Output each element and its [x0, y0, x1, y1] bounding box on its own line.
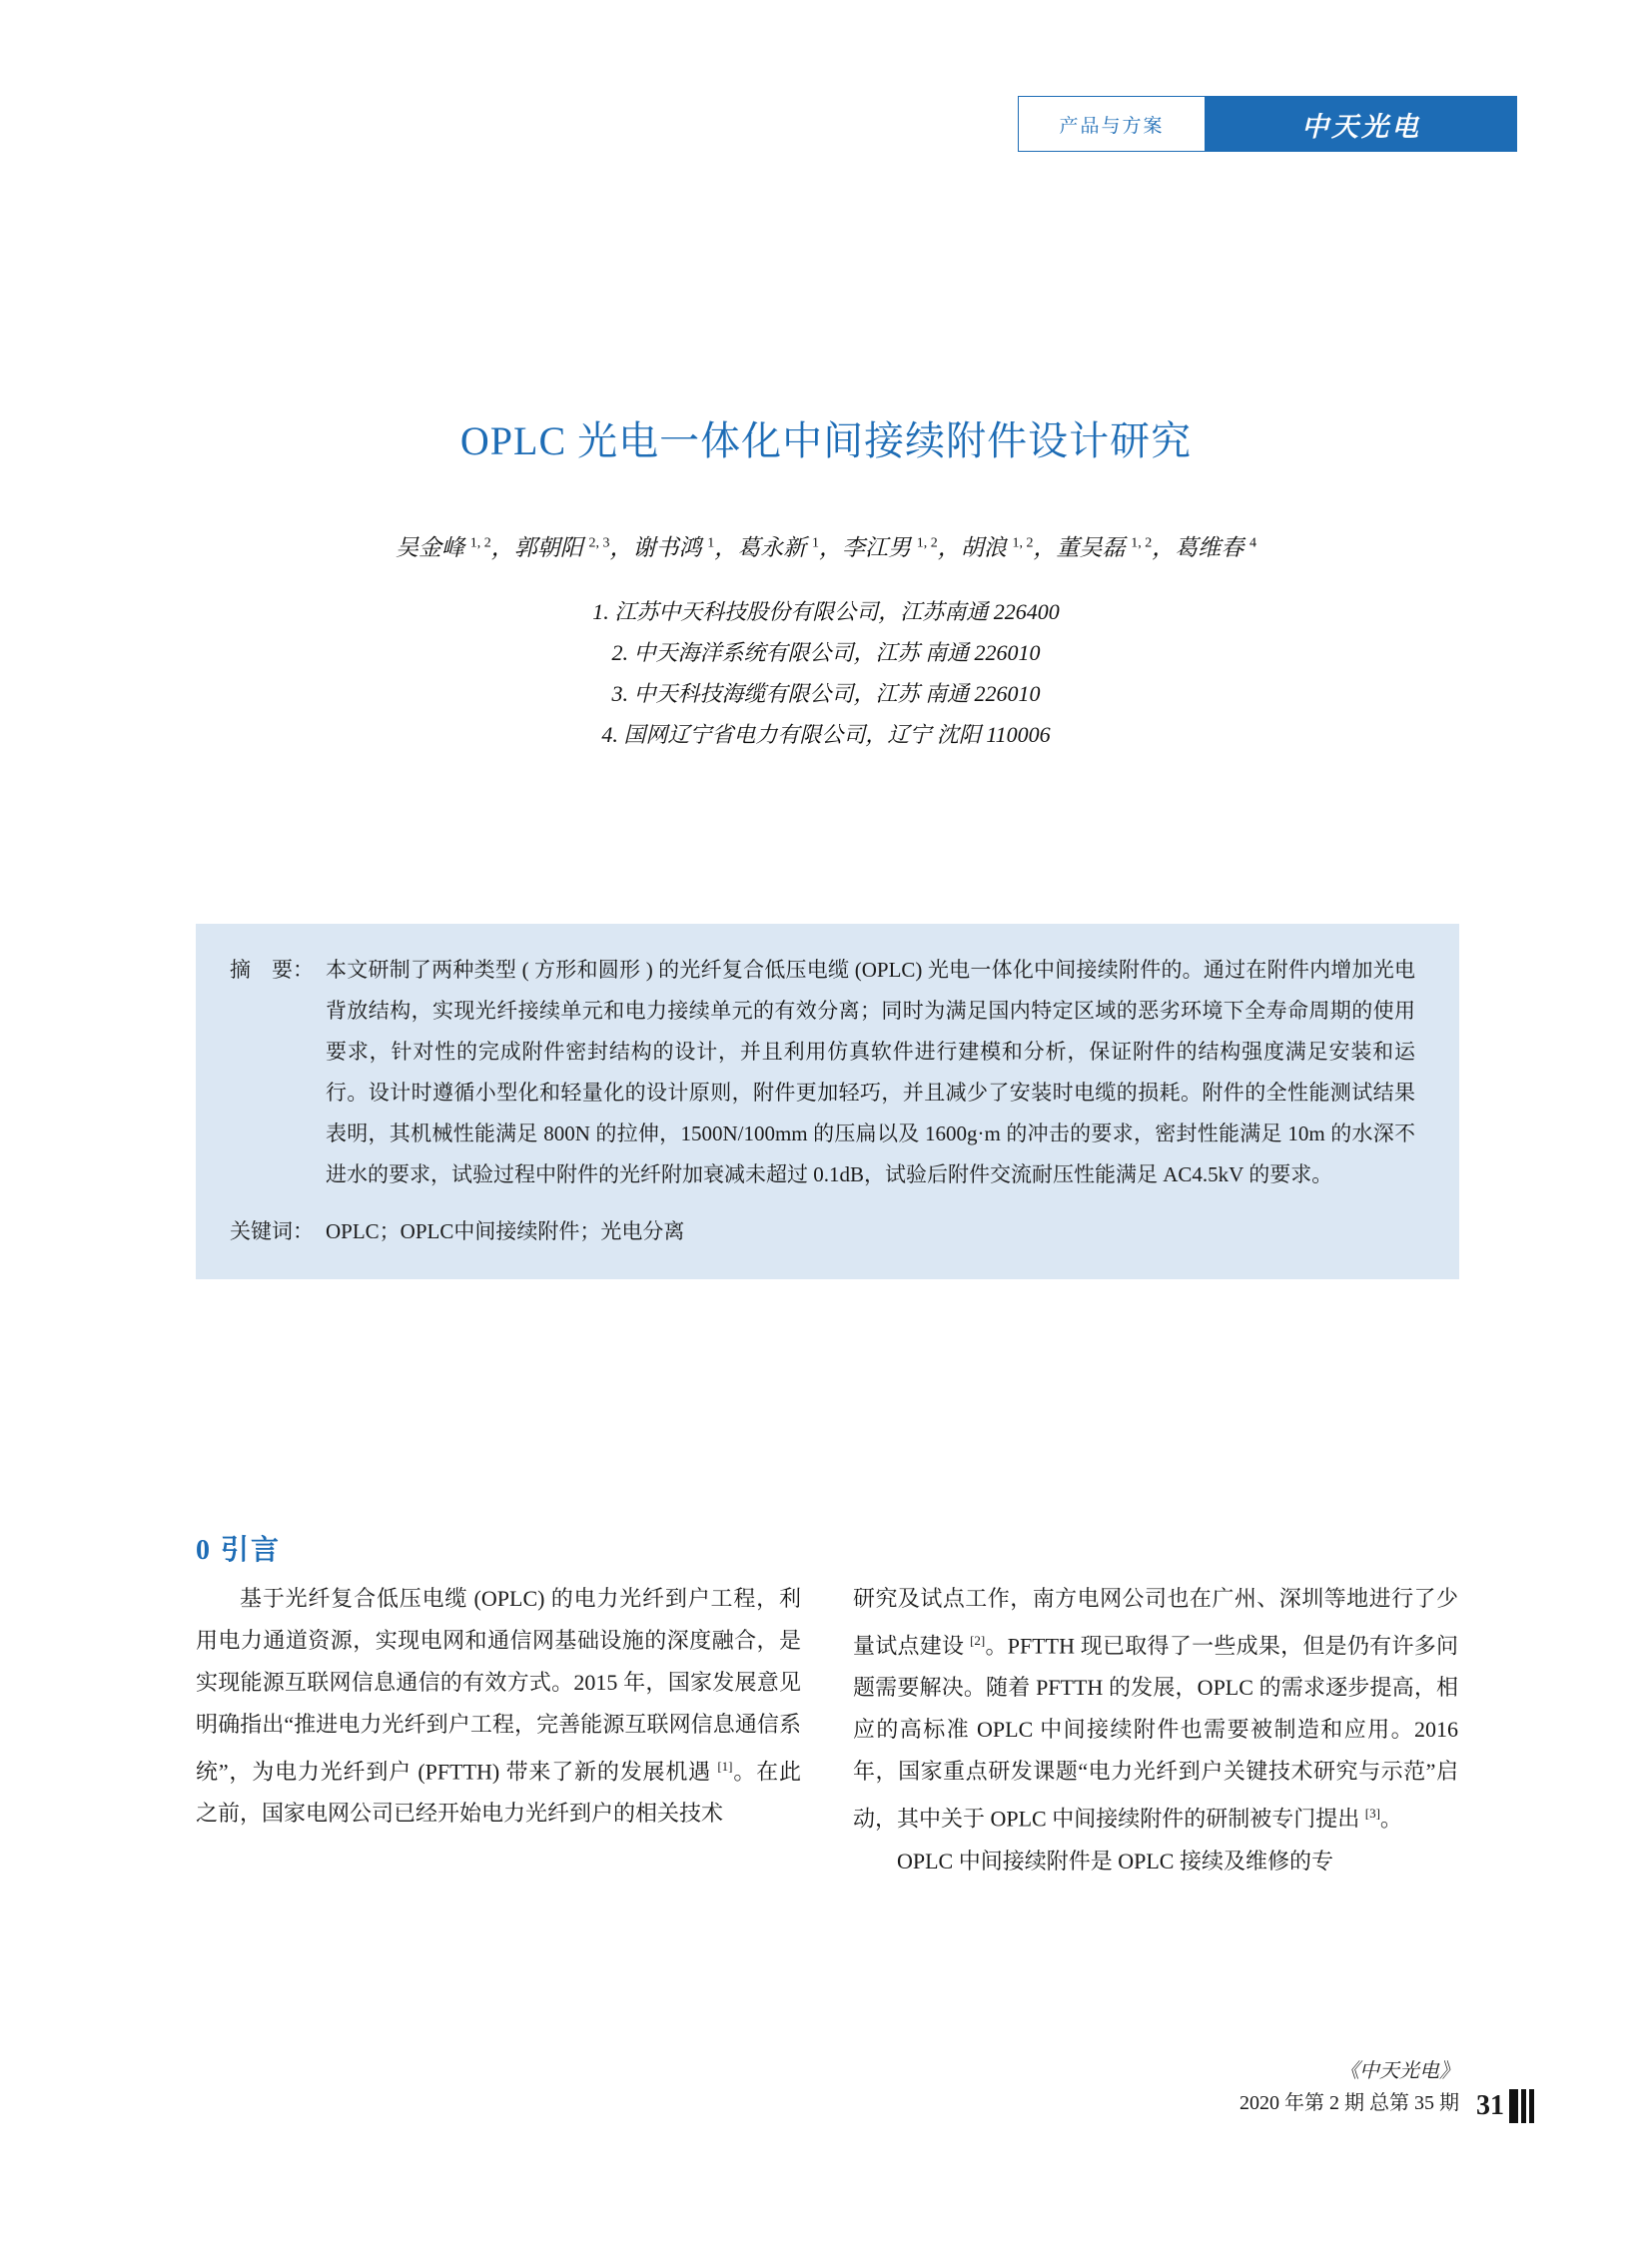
page-number: 31 [1476, 2090, 1504, 2121]
keywords-text: OPLC；OPLC中间接续附件；光电分离 [326, 1219, 685, 1243]
footer-issue: 2020 年第 2 期 总第 35 期 [1239, 2092, 1459, 2114]
body-column-right: 研究及试点工作，南方电网公司也在广州、深圳等地进行了少量试点建设 [2]。PFTTH 现已取得了一些成果，但是仍有许多问题需要解决。随着 PFTTH 的发展，OPLC 的需求逐步提高，相应的高标准 OPLC 中间接续附件也需要被制造和应用。2016 年，国家重点研发课题“电力光纤到户关键技术研究与示范”启动，其中关于 OPLC 中间接续附件的研制被专门提出 [3]。 OPLC 中间接续附件是 OPLC 接续及维修的专 [853, 1586, 1458, 1873]
page-title: OPLC 光电一体化中间接续附件设计研究 [459, 418, 1193, 463]
affiliation-item: 2. 中天海洋系统有限公司，江苏 南通 226010 [611, 640, 1041, 665]
decorative-bars-icon [1509, 2089, 1534, 2123]
keywords-row [230, 1213, 1415, 1249]
abstract-text: 本文研制了两种类型 ( 方形和圆形 ) 的光纤复合低压电缆 (OPLC) 光电一体化中间接续附件的。通过在附件内增加光电背放结构，实现光纤接续单元和电力接续单元的有效分离；同时为满足国内特定区域的恶劣环境下全寿命周期的使用要求，针对性的完成附件密封结构的设计，并且利用仿真软件进行建模和分析，保证附件的结构强度满足安装和运行。设计时遵循小型化和轻量化的设计原则，附件更加轻巧，并且减少了安装时电缆的损耗。附件的全性能测试结果表明，其机械性能满足 800N 的拉伸，1500N/100mm 的压扁以及 1600g·m 的冲击的要求，密封性能满足 10m 的水深不进水的要求，试验过程中附件的光纤附加衰减未超过 0.1dB，试验后附件交流耐压性能满足 AC4.5kV 的要求。 [326, 958, 1415, 1186]
footer-journal-name: 《中天光电》 [1339, 2060, 1459, 2082]
section-heading-introduction: 0 引言 [196, 1535, 282, 1566]
author-list: 吴金峰 $^{1, 2}$，郭朝阳 $^{2, 3}$，谢书鸿 $^1$，葛永新 $^1$，李江男 $^{1, 2}$，胡浪 $^{1, 2}$，董吴磊 $^{1, 2}$，葛维春 $^4$ [396, 535, 1256, 560]
affiliation-list [0, 591, 1652, 755]
abstract-row [230, 950, 1415, 1195]
page-footer [1239, 2055, 1459, 2119]
page-header [1018, 96, 1517, 152]
keywords-label: 关键词： [230, 1219, 314, 1243]
header-section-tab: 产品与方案 [1018, 96, 1206, 152]
abstract-box [196, 924, 1459, 1279]
abstract-label: 摘 要： [230, 958, 314, 982]
header-brand-logo: 中天光电 [1206, 96, 1517, 152]
body-columns [196, 1578, 1459, 1882]
affiliation-item: 3. 中天科技海缆有限公司，江苏 南通 226010 [611, 681, 1041, 706]
body-column-left: 基于光纤复合低压电缆 (OPLC) 的电力光纤到户工程，利用电力通道资源，实现电网和通信网基础设施的深度融合，是实现能源互联网信息通信的有效方式。2015 年，国家发展意见明确指出“推进电力光纤到户工程，完善能源互联网信息通信系统”，为电力光纤到户 (PFTTH) 带来了新的发展机遇 [1]。在此之前，国家电网公司已经开始电力光纤到户的相关技术 [196, 1586, 801, 1827]
page-number-block [1476, 2089, 1534, 2123]
affiliation-item: 4. 国网辽宁省电力有限公司，辽宁 沈阳 110006 [601, 722, 1051, 747]
affiliation-item: 1. 江苏中天科技股份有限公司，江苏南通 226400 [592, 599, 1060, 624]
